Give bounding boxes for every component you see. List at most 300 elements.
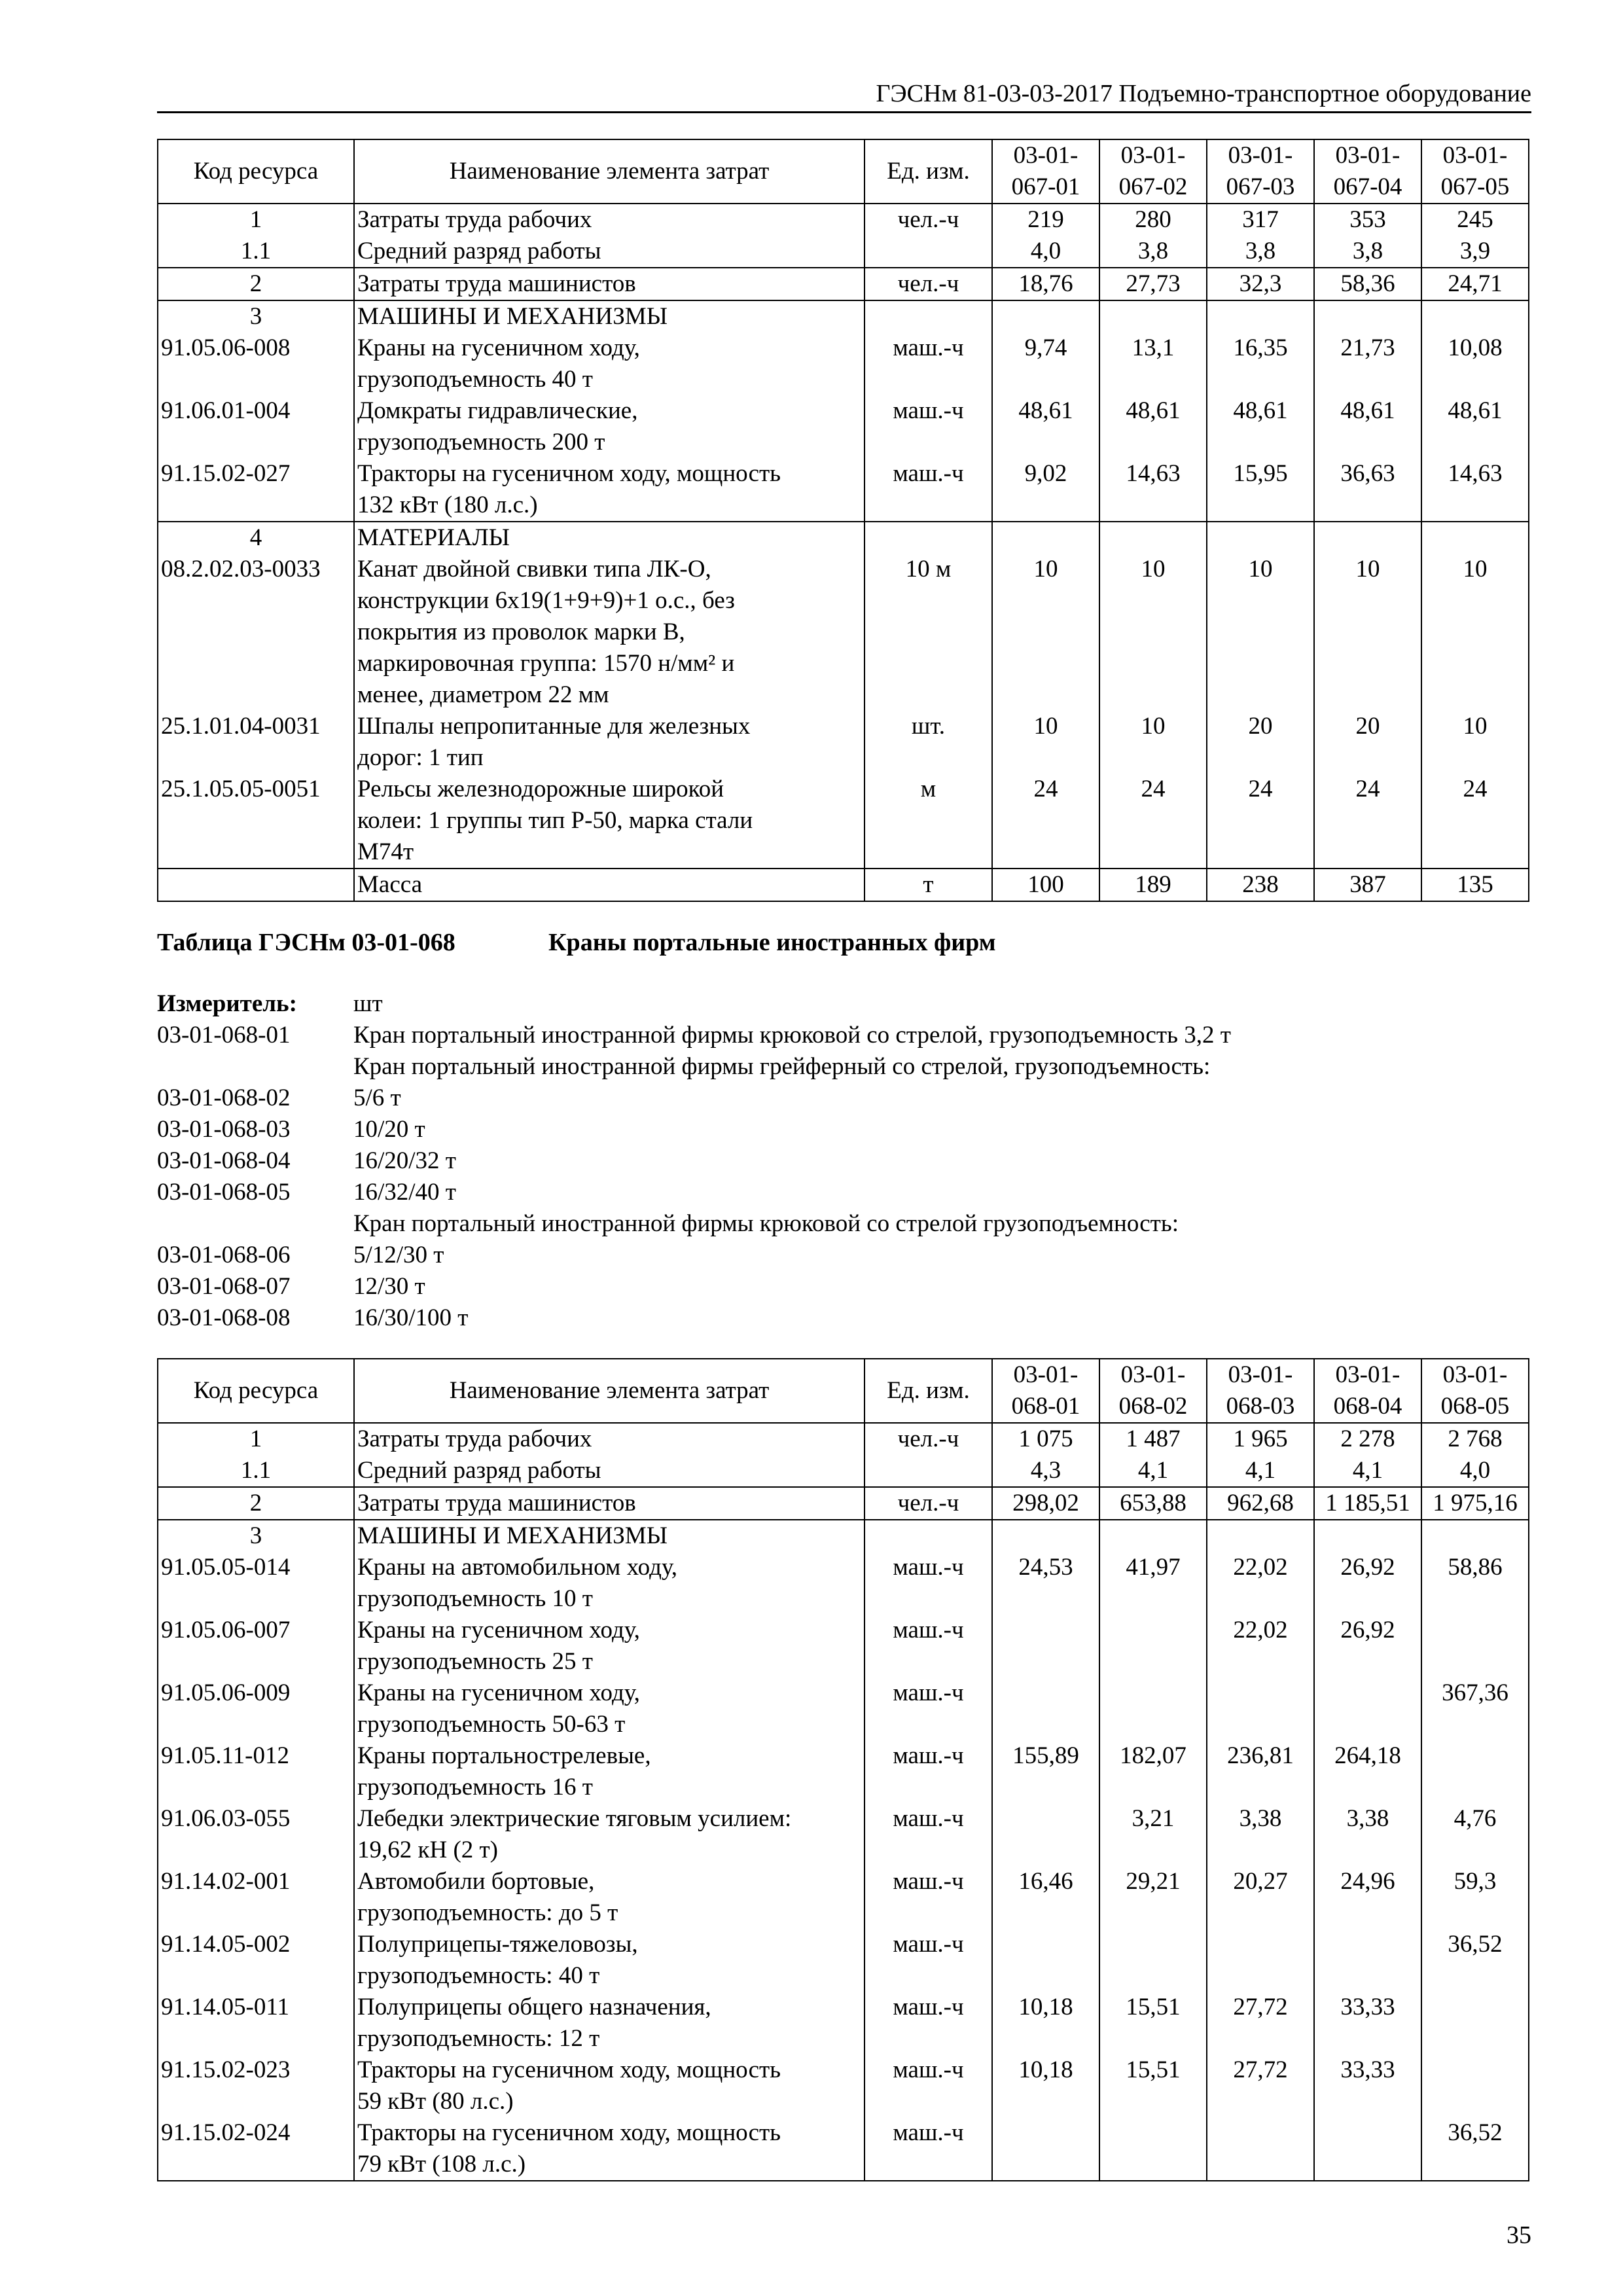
norm-value: 4,1 bbox=[1314, 1455, 1421, 1487]
norm-value: 20,27 bbox=[1207, 1866, 1314, 1929]
norm-value: 100 bbox=[992, 869, 1099, 901]
norm-value: 33,33 bbox=[1314, 1992, 1421, 2054]
norm-value bbox=[992, 1803, 1099, 1866]
table-row bbox=[158, 332, 1529, 395]
norm-code: Измеритель: bbox=[157, 990, 297, 1017]
norm-value: 24 bbox=[1099, 774, 1207, 869]
unit: т bbox=[865, 869, 992, 901]
norm-value: 24,96 bbox=[1314, 1866, 1421, 1929]
norm-value: 3,38 bbox=[1207, 1803, 1314, 1866]
meter-row bbox=[157, 1051, 1231, 1083]
table-row bbox=[158, 1992, 1529, 2054]
page-number: 35 bbox=[1507, 2221, 1531, 2249]
name-line: грузоподъемность 200 т bbox=[357, 429, 605, 456]
name-line: грузоподъемность: 40 т bbox=[357, 1962, 600, 1989]
cost-element-name bbox=[354, 1552, 865, 1615]
name-line: грузоподъемность 25 т bbox=[357, 1648, 593, 1675]
resource-code: 91.14.05-002 bbox=[158, 1929, 354, 1992]
table-row bbox=[158, 522, 1529, 554]
name-line: Краны на гусеничном ходу, bbox=[357, 334, 640, 361]
header-row bbox=[158, 1359, 1529, 1423]
norm-value bbox=[992, 1520, 1099, 1552]
norm-code-part: 03-01- bbox=[1120, 1361, 1186, 1388]
resource-code: 91.05.11-012 bbox=[158, 1740, 354, 1803]
norm-description: 5/6 т bbox=[353, 1085, 401, 1111]
name-line: менее, диаметром 22 мм bbox=[357, 681, 609, 708]
norm-value: 3,8 bbox=[1099, 236, 1207, 268]
cost-element-name bbox=[354, 1677, 865, 1740]
norm-value: 26,92 bbox=[1314, 1552, 1421, 1615]
table-row bbox=[158, 204, 1529, 236]
unit: чел.-ч bbox=[865, 268, 992, 300]
cost-element-name bbox=[354, 1487, 865, 1520]
norm-value bbox=[1207, 300, 1314, 332]
cost-element-name bbox=[354, 300, 865, 332]
name-line: Полуприцепы-тяжеловозы, bbox=[357, 1931, 638, 1958]
norm-header bbox=[1099, 139, 1207, 204]
norm-value bbox=[1207, 2117, 1314, 2181]
unit bbox=[865, 1455, 992, 1487]
norm-value: 24 bbox=[992, 774, 1099, 869]
norm-value bbox=[1421, 522, 1529, 554]
unit: чел.-ч bbox=[865, 1487, 992, 1520]
norm-value bbox=[1314, 1520, 1421, 1552]
unit: маш.-ч bbox=[865, 1740, 992, 1803]
norm-description: 10/20 т bbox=[353, 1116, 425, 1143]
meter-row bbox=[157, 1145, 1231, 1177]
name-line: 79 кВт (108 л.с.) bbox=[357, 2151, 526, 2178]
table-row bbox=[158, 1520, 1529, 1552]
name-line: Канат двойной свивки типа ЛК-О, bbox=[357, 556, 711, 583]
name-line: грузоподъемность: до 5 т bbox=[357, 1899, 618, 1926]
table-row bbox=[158, 1740, 1529, 1803]
cost-element-name bbox=[354, 554, 865, 711]
norm-value: 22,02 bbox=[1207, 1552, 1314, 1615]
unit: маш.-ч bbox=[865, 1677, 992, 1740]
norm-value: 317 bbox=[1207, 204, 1314, 236]
table-row bbox=[158, 1929, 1529, 1992]
name-line: Краны портальнострелевые, bbox=[357, 1742, 651, 1769]
norm-code-part: 067-02 bbox=[1118, 173, 1188, 200]
meter-row bbox=[157, 1271, 1231, 1302]
norm-value: 962,68 bbox=[1207, 1487, 1314, 1520]
norm-value bbox=[1314, 2117, 1421, 2181]
name-line: Домкраты гидравлические, bbox=[357, 397, 638, 424]
norm-value: 135 bbox=[1421, 869, 1529, 901]
resource-code: 1.1 bbox=[158, 1455, 354, 1487]
meter-row bbox=[157, 1208, 1231, 1240]
norm-code-part: 067-01 bbox=[1011, 173, 1080, 200]
header-row bbox=[158, 139, 1529, 204]
norm-header bbox=[992, 1359, 1099, 1423]
name-line: грузоподъемность 50-63 т bbox=[357, 1711, 626, 1738]
unit: чел.-ч bbox=[865, 204, 992, 236]
norm-value: 3,8 bbox=[1314, 236, 1421, 268]
name-line: грузоподъемность: 12 т bbox=[357, 2025, 600, 2052]
norm-value: 653,88 bbox=[1099, 1487, 1207, 1520]
norm-value: 1 185,51 bbox=[1314, 1487, 1421, 1520]
table-title: Краны портальные иностранных фирм bbox=[548, 929, 996, 956]
norm-code-part: 03-01- bbox=[1442, 142, 1508, 169]
norm-value: 9,74 bbox=[992, 332, 1099, 395]
name-line: Полуприцепы общего назначения, bbox=[357, 1994, 711, 2020]
table-row bbox=[158, 1866, 1529, 1929]
name-line: Тракторы на гусеничном ходу, мощность bbox=[357, 2119, 781, 2146]
norm-code-part: 03-01- bbox=[1335, 1361, 1400, 1388]
norm-value bbox=[992, 1929, 1099, 1992]
norm-description: 12/30 т bbox=[353, 1273, 425, 1300]
name-header: Наименование элемента затрат bbox=[354, 139, 865, 204]
norm-value bbox=[1314, 1677, 1421, 1740]
name-line: М74т bbox=[357, 838, 414, 865]
table-row bbox=[158, 711, 1529, 774]
unit: маш.-ч bbox=[865, 1929, 992, 1992]
cost-table-067 bbox=[157, 139, 1529, 902]
norm-value: 16,46 bbox=[992, 1866, 1099, 1929]
table-row bbox=[158, 300, 1529, 332]
resource-code: 91.05.06-007 bbox=[158, 1615, 354, 1677]
norm-code-part: 067-04 bbox=[1333, 173, 1402, 200]
norm-value: 24 bbox=[1314, 774, 1421, 869]
norm-value: 4,0 bbox=[1421, 1455, 1529, 1487]
cost-element-name bbox=[354, 2117, 865, 2181]
cost-table-068 bbox=[157, 1358, 1529, 2181]
meter-list bbox=[157, 988, 1231, 1334]
table-row bbox=[158, 774, 1529, 869]
norm-value: 33,33 bbox=[1314, 2054, 1421, 2117]
cost-element-name bbox=[354, 1803, 865, 1866]
norm-code-part: 03-01- bbox=[1228, 142, 1293, 169]
norm-header bbox=[992, 139, 1099, 204]
name-line: Затраты труда машинистов bbox=[357, 1490, 636, 1516]
norm-value bbox=[992, 300, 1099, 332]
norm-value: 10 bbox=[1421, 554, 1529, 711]
norm-value: 26,92 bbox=[1314, 1615, 1421, 1677]
name-line: дорог: 1 тип bbox=[357, 744, 484, 771]
norm-value: 4,3 bbox=[992, 1455, 1099, 1487]
norm-value: 1 075 bbox=[992, 1423, 1099, 1455]
resource-code: 1 bbox=[158, 204, 354, 236]
name-line: Затраты труда машинистов bbox=[357, 270, 636, 297]
norm-value bbox=[1421, 300, 1529, 332]
unit: м bbox=[865, 774, 992, 869]
norm-value bbox=[1421, 1740, 1529, 1803]
resource-code: 91.14.05-011 bbox=[158, 1992, 354, 2054]
norm-header bbox=[1207, 1359, 1314, 1423]
norm-value bbox=[1207, 1520, 1314, 1552]
norm-value: 59,3 bbox=[1421, 1866, 1529, 1929]
name-line: Тракторы на гусеничном ходу, мощность bbox=[357, 2056, 781, 2083]
norm-value: 3,21 bbox=[1099, 1803, 1207, 1866]
norm-header bbox=[1099, 1359, 1207, 1423]
norm-value: 4,1 bbox=[1207, 1455, 1314, 1487]
norm-value bbox=[1099, 522, 1207, 554]
unit: маш.-ч bbox=[865, 1866, 992, 1929]
norm-value: 10 bbox=[1099, 711, 1207, 774]
unit: маш.-ч bbox=[865, 2054, 992, 2117]
table-caption bbox=[157, 926, 996, 959]
norm-value bbox=[1314, 1929, 1421, 1992]
resource-code: 91.06.03-055 bbox=[158, 1803, 354, 1866]
unit: маш.-ч bbox=[865, 1992, 992, 2054]
norm-value: 245 bbox=[1421, 204, 1529, 236]
norm-code: 03-01-068-08 bbox=[157, 1304, 291, 1331]
norm-value: 36,52 bbox=[1421, 1929, 1529, 1992]
norm-value: 16,35 bbox=[1207, 332, 1314, 395]
norm-value: 10 bbox=[992, 711, 1099, 774]
norm-value: 353 bbox=[1314, 204, 1421, 236]
unit: маш.-ч bbox=[865, 1552, 992, 1615]
name-line: Лебедки электрические тяговым усилием: bbox=[357, 1805, 792, 1832]
norm-value: 15,95 bbox=[1207, 458, 1314, 522]
resource-code: 91.06.01-004 bbox=[158, 395, 354, 458]
norm-value: 36,52 bbox=[1421, 2117, 1529, 2181]
norm-value bbox=[1421, 1992, 1529, 2054]
table-row bbox=[158, 869, 1529, 901]
cost-element-name bbox=[354, 2054, 865, 2117]
norm-value bbox=[992, 2117, 1099, 2181]
norm-value: 2 278 bbox=[1314, 1423, 1421, 1455]
norm-value: 24,71 bbox=[1421, 268, 1529, 300]
name-header: Наименование элемента затрат bbox=[354, 1359, 865, 1423]
resource-code: 2 bbox=[158, 268, 354, 300]
norm-code-part: 067-05 bbox=[1440, 173, 1510, 200]
table-row bbox=[158, 554, 1529, 711]
norm-description: Кран портальный иностранной фирмы крюковой со стрелой грузоподъемность: bbox=[353, 1210, 1179, 1237]
norm-description: 16/30/100 т bbox=[353, 1304, 469, 1331]
norm-header bbox=[1421, 1359, 1529, 1423]
norm-code-part: 03-01- bbox=[1228, 1361, 1293, 1388]
resource-code: 91.05.06-009 bbox=[158, 1677, 354, 1740]
table-row bbox=[158, 268, 1529, 300]
resource-code: 4 bbox=[158, 522, 354, 554]
meter-row bbox=[157, 1302, 1231, 1334]
norm-value: 1 975,16 bbox=[1421, 1487, 1529, 1520]
norm-value: 182,07 bbox=[1099, 1740, 1207, 1803]
norm-code-part: 03-01- bbox=[1120, 142, 1186, 169]
meter-row bbox=[157, 1083, 1231, 1114]
norm-value bbox=[1099, 300, 1207, 332]
norm-value: 48,61 bbox=[1421, 395, 1529, 458]
unit bbox=[865, 236, 992, 268]
name-line: конструкции 6х19(1+9+9)+1 о.с., без bbox=[357, 587, 735, 614]
norm-value: 15,51 bbox=[1099, 2054, 1207, 2117]
table-row bbox=[158, 1615, 1529, 1677]
unit: чел.-ч bbox=[865, 1423, 992, 1455]
norm-value bbox=[1099, 1615, 1207, 1677]
code-header: Код ресурса bbox=[158, 1359, 354, 1423]
resource-code: 1 bbox=[158, 1423, 354, 1455]
norm-value bbox=[1099, 1520, 1207, 1552]
norm-code-part: 068-03 bbox=[1226, 1393, 1295, 1420]
norm-value: 298,02 bbox=[992, 1487, 1099, 1520]
norm-value bbox=[1421, 2054, 1529, 2117]
cost-element-name bbox=[354, 1929, 865, 1992]
cost-element-name bbox=[354, 204, 865, 236]
unit: шт. bbox=[865, 711, 992, 774]
resource-code: 25.1.05.05-0051 bbox=[158, 774, 354, 869]
cost-element-name bbox=[354, 395, 865, 458]
norm-value: 238 bbox=[1207, 869, 1314, 901]
norm-description: Кран портальный иностранной фирмы грейферный со стрелой, грузоподъемность: bbox=[353, 1053, 1211, 1080]
name-line: маркировочная группа: 1570 н/мм² и bbox=[357, 650, 735, 677]
name-line: Средний разряд работы bbox=[357, 1457, 601, 1484]
norm-value: 4,76 bbox=[1421, 1803, 1529, 1866]
norm-value: 20 bbox=[1207, 711, 1314, 774]
table-row bbox=[158, 2054, 1529, 2117]
table-row bbox=[158, 1803, 1529, 1866]
name-line: грузоподъемность 16 т bbox=[357, 1774, 593, 1801]
cost-element-name bbox=[354, 458, 865, 522]
norm-value bbox=[1421, 1615, 1529, 1677]
page-header: ГЭСНм 81-03-03-2017 Подъемно-транспортное оборудование bbox=[157, 77, 1531, 113]
norm-value bbox=[1099, 1929, 1207, 1992]
resource-code: 91.15.02-023 bbox=[158, 2054, 354, 2117]
norm-value: 21,73 bbox=[1314, 332, 1421, 395]
meter-row bbox=[157, 1114, 1231, 1145]
norm-value: 189 bbox=[1099, 869, 1207, 901]
unit: маш.-ч bbox=[865, 1615, 992, 1677]
table-row bbox=[158, 1677, 1529, 1740]
table-row bbox=[158, 1423, 1529, 1455]
resource-code: 91.05.05-014 bbox=[158, 1552, 354, 1615]
norm-description: 16/20/32 т bbox=[353, 1147, 456, 1174]
resource-code: 91.05.06-008 bbox=[158, 332, 354, 395]
cost-element-name bbox=[354, 522, 865, 554]
table-row bbox=[158, 395, 1529, 458]
cost-element-name bbox=[354, 1866, 865, 1929]
unit: 10 м bbox=[865, 554, 992, 711]
unit: маш.-ч bbox=[865, 395, 992, 458]
norm-code-part: 03-01- bbox=[1013, 142, 1079, 169]
norm-value: 48,61 bbox=[992, 395, 1099, 458]
norm-value: 3,38 bbox=[1314, 1803, 1421, 1866]
norm-value bbox=[992, 1615, 1099, 1677]
norm-value: 29,21 bbox=[1099, 1866, 1207, 1929]
resource-code: 3 bbox=[158, 300, 354, 332]
table-row bbox=[158, 1487, 1529, 1520]
cost-element-name bbox=[354, 1740, 865, 1803]
norm-value: 3,9 bbox=[1421, 236, 1529, 268]
norm-value bbox=[1099, 2117, 1207, 2181]
cost-element-name bbox=[354, 1455, 865, 1487]
norm-value: 10,08 bbox=[1421, 332, 1529, 395]
name-line: Рельсы железнодорожные широкой bbox=[357, 776, 724, 802]
resource-code: 25.1.01.04-0031 bbox=[158, 711, 354, 774]
norm-value: 10,18 bbox=[992, 1992, 1099, 2054]
cost-element-name bbox=[354, 711, 865, 774]
resource-code: 08.2.02.03-0033 bbox=[158, 554, 354, 711]
norm-value: 1 487 bbox=[1099, 1423, 1207, 1455]
norm-code: 03-01-068-02 bbox=[157, 1085, 291, 1111]
resource-code: 1.1 bbox=[158, 236, 354, 268]
norm-code-part: 03-01- bbox=[1013, 1361, 1079, 1388]
norm-code-part: 068-02 bbox=[1118, 1393, 1188, 1420]
norm-value: 27,72 bbox=[1207, 2054, 1314, 2117]
norm-value: 36,63 bbox=[1314, 458, 1421, 522]
name-line: Масса bbox=[357, 871, 423, 898]
norm-header bbox=[1314, 1359, 1421, 1423]
norm-value: 10 bbox=[992, 554, 1099, 711]
norm-value: 387 bbox=[1314, 869, 1421, 901]
cost-element-name bbox=[354, 1423, 865, 1455]
norm-code bbox=[157, 1208, 353, 1240]
norm-value: 18,76 bbox=[992, 268, 1099, 300]
norm-value: 48,61 bbox=[1099, 395, 1207, 458]
norm-code: 03-01-068-01 bbox=[157, 1022, 291, 1049]
name-line: МАШИНЫ И МЕХАНИЗМЫ bbox=[357, 1522, 668, 1549]
cost-element-name bbox=[354, 774, 865, 869]
unit bbox=[865, 300, 992, 332]
meter-row bbox=[157, 1177, 1231, 1208]
cost-element-name bbox=[354, 1992, 865, 2054]
norm-value: 219 bbox=[992, 204, 1099, 236]
table-number: Таблица ГЭСНм 03-01-068 bbox=[157, 929, 455, 956]
norm-value bbox=[1207, 1677, 1314, 1740]
norm-value: 24 bbox=[1421, 774, 1529, 869]
norm-description: Кран портальный иностранной фирмы крюковой со стрелой, грузоподъемность 3,2 т bbox=[353, 1022, 1231, 1049]
norm-value: 24,53 bbox=[992, 1552, 1099, 1615]
meter-row bbox=[157, 1240, 1231, 1271]
name-line: Краны на автомобильном ходу, bbox=[357, 1554, 677, 1581]
norm-value: 58,36 bbox=[1314, 268, 1421, 300]
unit: маш.-ч bbox=[865, 2117, 992, 2181]
code-header: Код ресурса bbox=[158, 139, 354, 204]
norm-value: 4,0 bbox=[992, 236, 1099, 268]
unit-header: Ед. изм. bbox=[865, 1359, 992, 1423]
norm-value: 264,18 bbox=[1314, 1740, 1421, 1803]
unit bbox=[865, 522, 992, 554]
norm-value: 9,02 bbox=[992, 458, 1099, 522]
name-line: грузоподъемность 40 т bbox=[357, 366, 593, 393]
table-row bbox=[158, 2117, 1529, 2181]
norm-value: 27,73 bbox=[1099, 268, 1207, 300]
cost-element-name bbox=[354, 268, 865, 300]
norm-value: 1 965 bbox=[1207, 1423, 1314, 1455]
name-line: Затраты труда рабочих bbox=[357, 1426, 592, 1452]
norm-header bbox=[1421, 139, 1529, 204]
name-line: Средний разряд работы bbox=[357, 238, 601, 264]
norm-value bbox=[992, 522, 1099, 554]
norm-value: 10 bbox=[1207, 554, 1314, 711]
norm-value: 32,3 bbox=[1207, 268, 1314, 300]
unit-header: Ед. изм. bbox=[865, 139, 992, 204]
norm-value: 48,61 bbox=[1207, 395, 1314, 458]
norm-value: 10 bbox=[1099, 554, 1207, 711]
norm-value: 10,18 bbox=[992, 2054, 1099, 2117]
name-line: грузоподъемность 10 т bbox=[357, 1585, 593, 1612]
norm-code-part: 03-01- bbox=[1335, 142, 1400, 169]
norm-description: шт bbox=[353, 990, 383, 1017]
table-row bbox=[158, 458, 1529, 522]
name-line: Затраты труда рабочих bbox=[357, 206, 592, 233]
norm-value bbox=[1314, 300, 1421, 332]
norm-code-part: 068-05 bbox=[1440, 1393, 1510, 1420]
name-line: Автомобили бортовые, bbox=[357, 1868, 595, 1895]
table-row bbox=[158, 1455, 1529, 1487]
norm-value: 236,81 bbox=[1207, 1740, 1314, 1803]
name-line: колеи: 1 группы тип Р-50, марка стали bbox=[357, 807, 753, 834]
norm-value: 20 bbox=[1314, 711, 1421, 774]
norm-value: 155,89 bbox=[992, 1740, 1099, 1803]
norm-value bbox=[1099, 1677, 1207, 1740]
norm-value: 48,61 bbox=[1314, 395, 1421, 458]
norm-value: 15,51 bbox=[1099, 1992, 1207, 2054]
cost-element-name bbox=[354, 236, 865, 268]
norm-value bbox=[1421, 1520, 1529, 1552]
unit: маш.-ч bbox=[865, 1803, 992, 1866]
norm-value: 41,97 bbox=[1099, 1552, 1207, 1615]
